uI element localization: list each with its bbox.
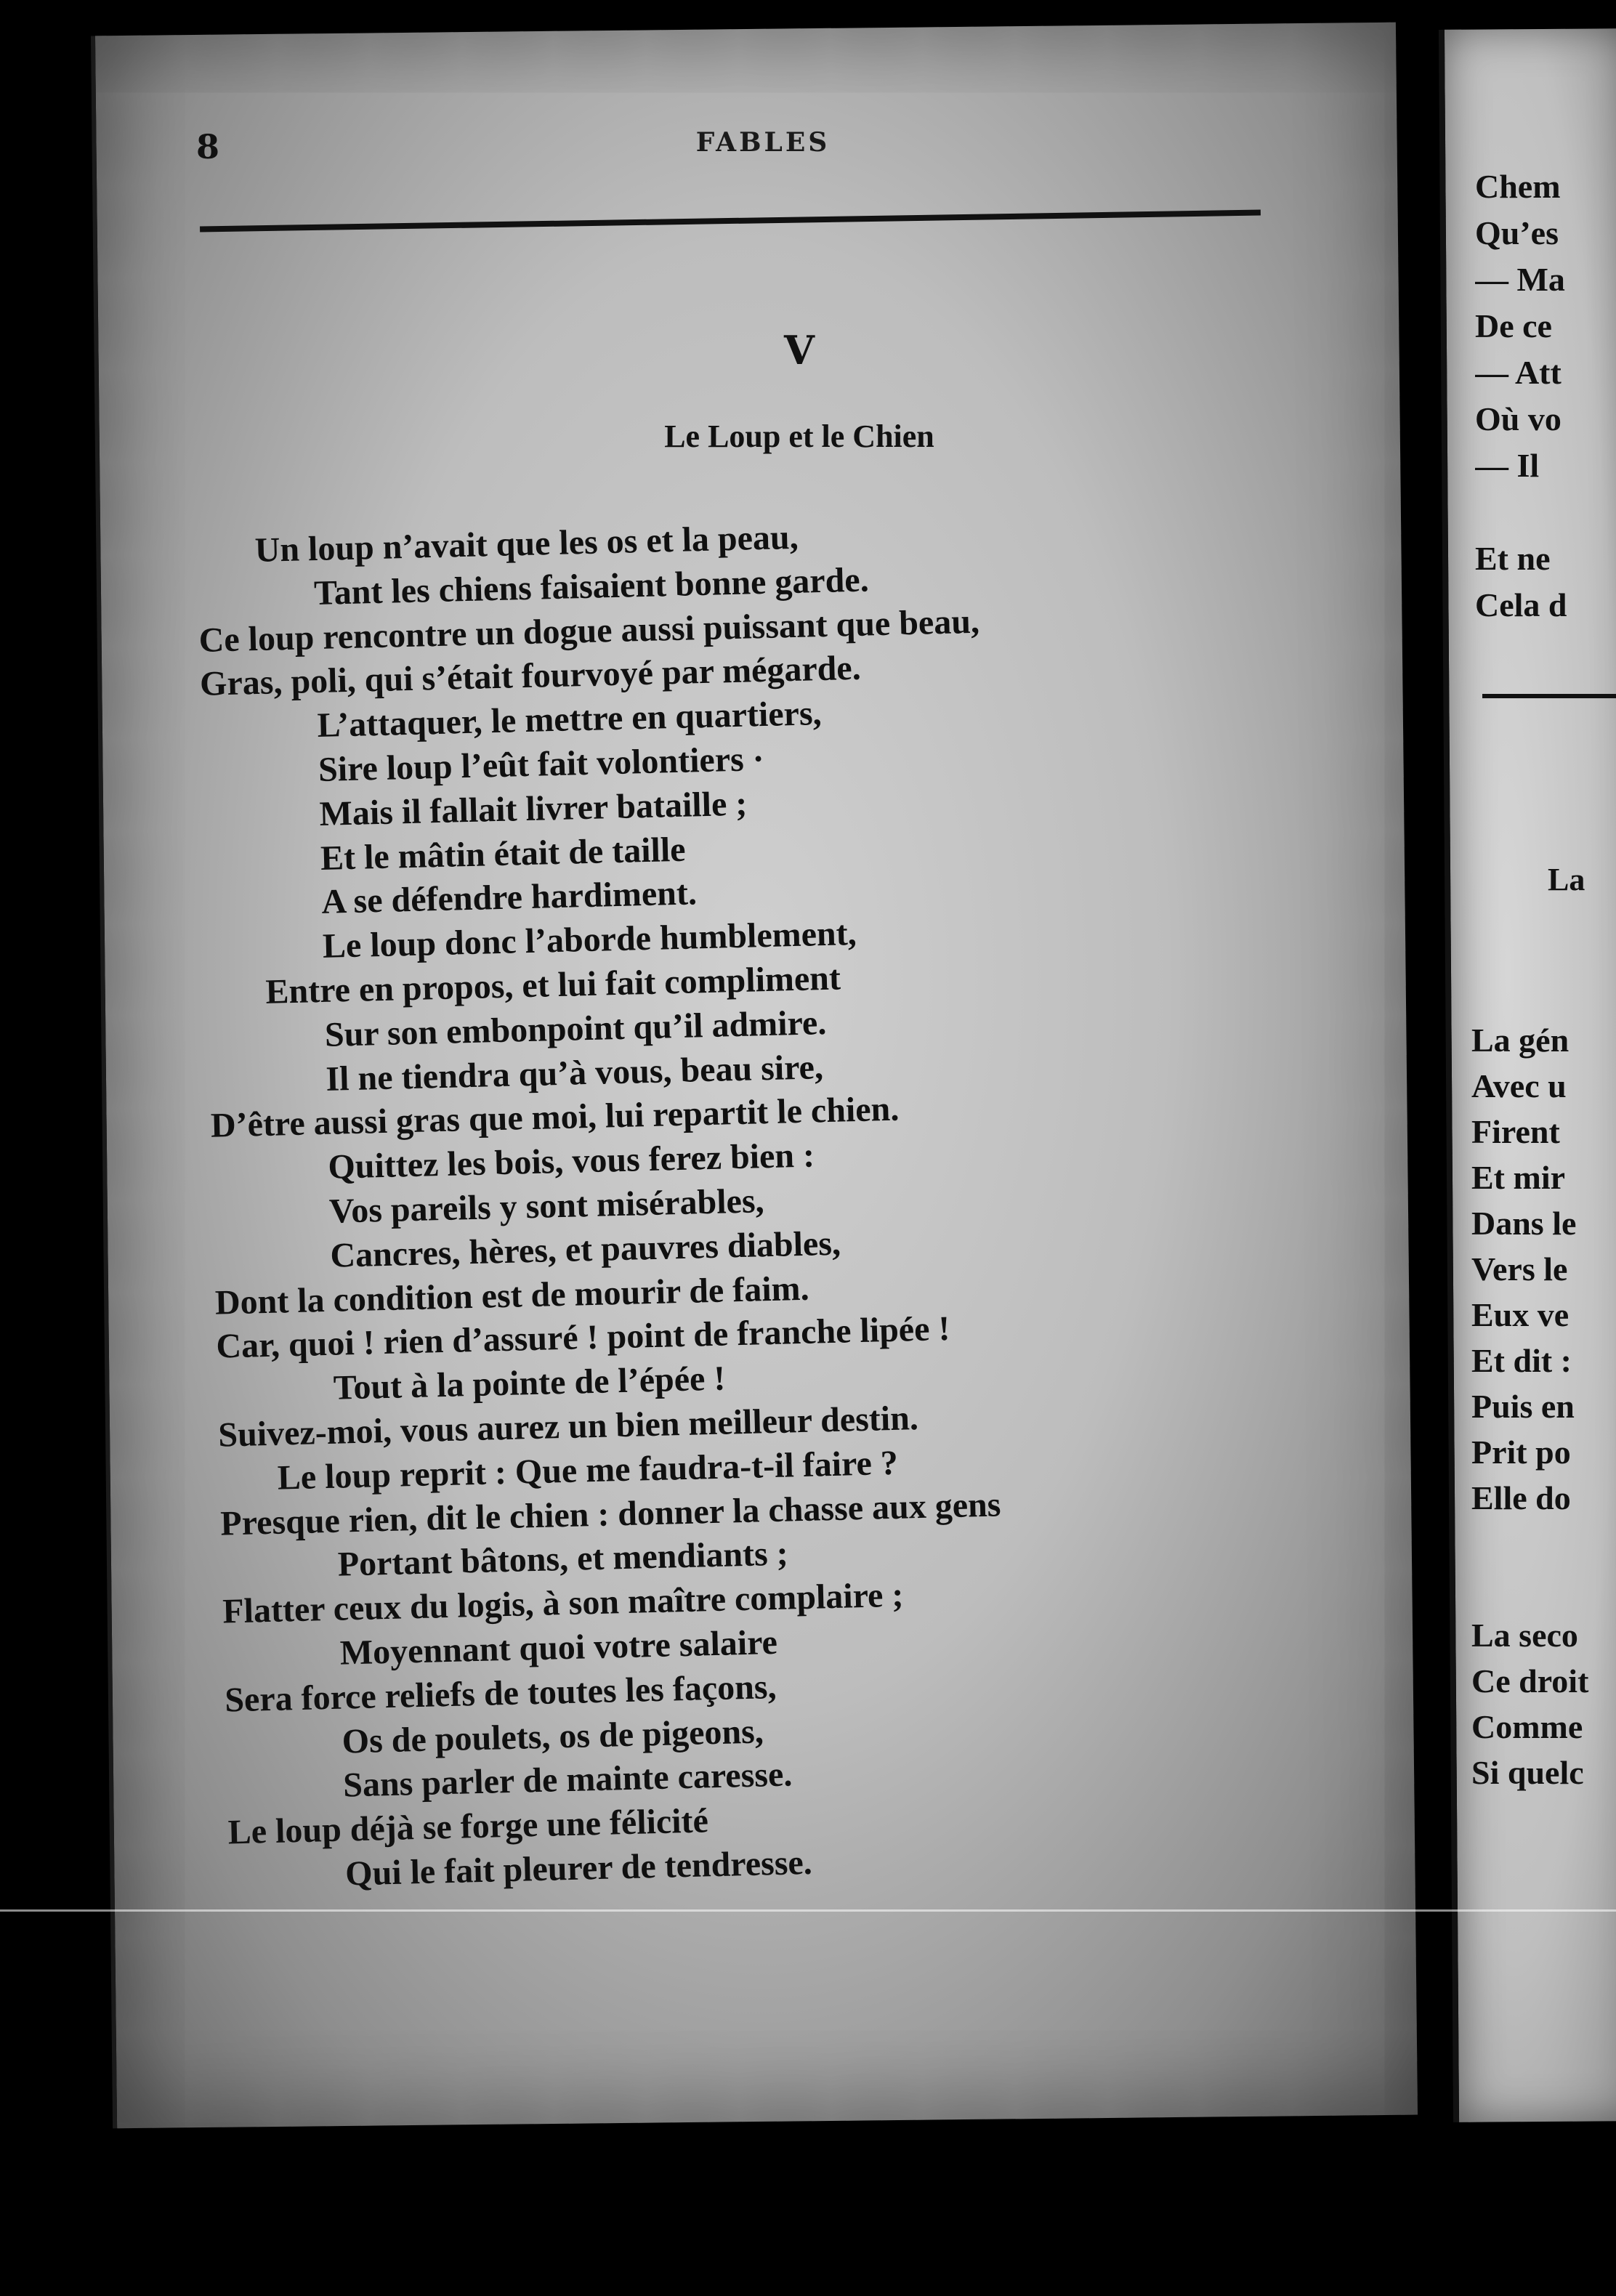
right-page-line: Et ne	[1475, 540, 1551, 577]
verse-line: D’être aussi gras que moi, lui repartit le chien.	[210, 1089, 900, 1146]
fable-title: Le Loup et le Chien	[664, 419, 934, 454]
right-page-line	[1471, 1567, 1616, 1612]
right-page-line: Où vo	[1475, 400, 1562, 437]
verse-line: Qui le fait pleurer de tendresse.	[344, 1843, 813, 1893]
verse-line: Suivez-moi, vous aurez un bien meilleur destin.	[217, 1399, 919, 1455]
right-page-title-fragment: La	[1548, 862, 1585, 897]
scan-artifact-line	[0, 1909, 1616, 1912]
right-page-line: De ce	[1475, 307, 1552, 344]
verse-line: Sire loup l’eût fait volontiers ·	[318, 739, 765, 789]
right-page-line: La gén	[1471, 1022, 1569, 1059]
verse-line: Sans parler de mainte caresse.	[342, 1755, 793, 1805]
right-page-line: Firent	[1471, 1113, 1560, 1150]
verse-line: Vos pareils y sont misérables,	[328, 1181, 765, 1231]
fable-number: V	[784, 327, 815, 373]
right-page-line	[1471, 1521, 1616, 1567]
verse-line: Cancres, hères, et pauvres diables,	[329, 1224, 841, 1275]
right-page-line: Si quelc	[1471, 1754, 1584, 1791]
verse-line: Il ne tiendra qu’à vous, beau sire,	[325, 1047, 824, 1099]
verse-line: Le loup donc l’aborde humblement,	[322, 914, 857, 966]
right-page-line: Avec u	[1471, 1067, 1567, 1104]
right-page-line: Vers le	[1471, 1250, 1568, 1288]
right-page-line: Et dit :	[1471, 1342, 1572, 1379]
verse-line: Mais il fallait livrer bataille ;	[318, 784, 748, 833]
right-page-line: Prit po	[1471, 1434, 1571, 1471]
right-page-line: Dans le	[1471, 1205, 1577, 1242]
right-page-line: La seco	[1471, 1617, 1578, 1654]
verse-line: Gras, poli, qui s’était fourvoyé par mégarde.	[199, 649, 862, 704]
verse-line: Presque rien, dit le chien : donner la chasse aux gens	[219, 1484, 1001, 1543]
running-head: FABLES	[695, 127, 831, 158]
verse-line: Et le mâtin était de taille	[320, 830, 687, 878]
verse-line: Os de poulets, os de pigeons,	[342, 1711, 764, 1761]
poem-body	[196, 502, 1392, 1899]
verse-line: A se défendre hardiment.	[320, 873, 698, 922]
right-page-line: Ce droit	[1471, 1662, 1589, 1699]
verse-line: Portant bâtons, et mendiants ;	[337, 1534, 789, 1584]
right-page-line: Comme	[1471, 1708, 1583, 1745]
right-page-line: Elle do	[1471, 1479, 1571, 1516]
verse-line: Car, quoi ! rien d’assuré ! point de franche lipée !	[215, 1309, 951, 1367]
verse-line: Quittez les bois, vous ferez bien :	[327, 1136, 815, 1187]
verse-line: Dont la condition est de mourir de faim.	[214, 1269, 810, 1322]
right-page-line: — Ma	[1475, 261, 1565, 298]
verse-line: Entre en propos, et lui fait compliment	[264, 958, 841, 1011]
verse-line: Sur son embonpoint qu’il admire.	[324, 1003, 827, 1054]
verse-line: Le loup déjà se forge une félicité	[227, 1801, 709, 1852]
right-page-line	[1475, 489, 1616, 535]
verse-line: Tant les chiens faisaient bonne garde.	[313, 560, 870, 613]
verse-line: Tout à la pointe de l’épée !	[333, 1359, 726, 1407]
verse-line: Le loup reprit : Que me faudra-t-il faire ?	[277, 1443, 899, 1497]
right-page-line: Eux ve	[1471, 1296, 1569, 1333]
right-page-line: — Il	[1475, 447, 1540, 484]
right-page-line: Et mir	[1471, 1159, 1566, 1196]
page-number: 8	[196, 127, 220, 166]
right-page-top-lines	[1475, 163, 1616, 628]
right-page-line: Chem	[1475, 168, 1561, 205]
verse-line: Ce loup rencontre un dogue aussi puissant que beau,	[198, 602, 980, 660]
right-page-line: — Att	[1475, 354, 1562, 391]
right-page-line: Puis en	[1471, 1388, 1575, 1425]
right-page-body-lines	[1471, 1017, 1616, 1795]
right-page-line: Qu’es	[1475, 214, 1559, 251]
verse-line: Flatter ceux du logis, à son maître complaire ;	[222, 1575, 904, 1631]
right-page-rule	[1482, 694, 1616, 698]
verse-line: Sera force reliefs de toutes les façons,	[224, 1667, 777, 1720]
right-page-line: Cela d	[1475, 586, 1567, 623]
verse-line: Moyennant quoi votre salaire	[339, 1622, 778, 1673]
verse-line: Un loup n’avait que les os et la peau,	[254, 517, 799, 570]
verse-line: L’attaquer, le mettre en quartiers,	[316, 694, 823, 745]
